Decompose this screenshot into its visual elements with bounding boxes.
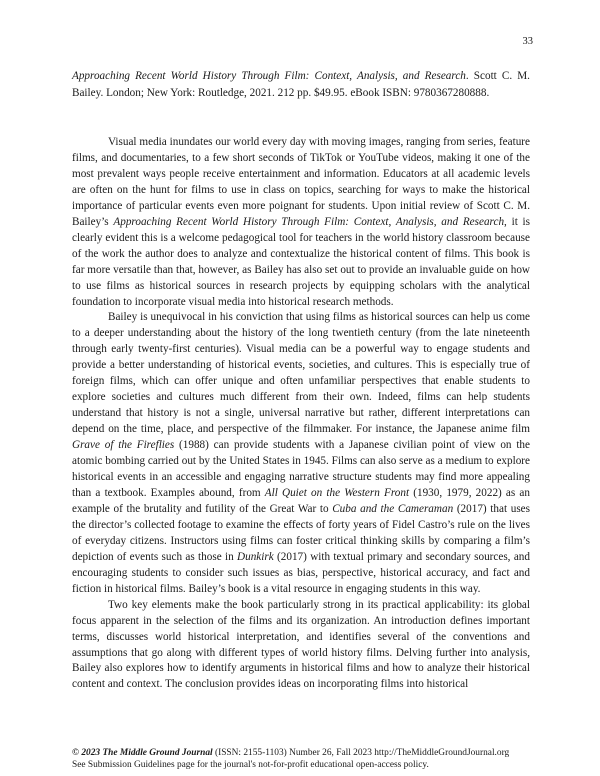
paragraph-text: Visual media inundates our world every day with moving images, ranging from series, feature films, and documentaries, to a few short seconds of TikTok or YouTube videos, making it one of the most prevalent ways people receive entertainment and information. Educators at all academic levels are often on the hunt for films to use in class on topics, searching for ways to make the historical importance of particular events even more poignant for students. Upon initial review of Scott C. M. Bailey’s [72,136,530,228]
book-citation [72,68,530,102]
paragraph-text: Bailey is unequivocal in his conviction that using films as historical sources can help us come to a deeper understanding about the history of the long twentieth century (from the late nineteenth through early twenty-first centuries). Visual media can be a powerful way to engage students and provide a better understanding of historical events, societies, and cultures. This is especially true of foreign films, which can offer unique and often unfamiliar perspectives that enable students to explore societies and cultures much different from their own. Indeed, films can help students understand that history is not a single, universal narrative but rather, different interpretations can depend on the time, place, and perspective of the filmmaker. For instance, the Japanese anime film [72,311,530,436]
paragraph-2 [72,310,530,597]
film-title: Grave of the Fireflies [72,439,175,452]
citation-details: . Scott C. M. Bailey. London; New York: Routledge, 2021. 212 pp. $49.95. eBook ISBN: 9780367280888. [72,70,530,99]
journal-copyright: © 2023 The Middle Ground Journal [72,748,213,758]
paragraph-text: (2017) that uses the director’s collected footage to examine the effects of forty years of Fidel Castro’s rule on the lives of everyday citizens. Instructors using films can foster critical thinking skills by comparing a film’s depiction of events such as those in [72,502,531,563]
paragraph-3 [72,598,530,694]
film-title: All Quiet on the Western Front [264,486,410,499]
page-footer [72,747,542,771]
paragraph-text: Two key elements make the book particularly strong in its practical applicability: its global focus apparent in the selection of the films and its organization. An introduction defines important terms, discusses world historical interpretation, and identifies several of the conventions and assumptions that go along with different types of world history films. Delving further into analysis, Bailey also explores how to identify arguments in historical films and how to analyze their historical content and context. The conclusion provides ideas on incorporating films into historical [72,598,530,691]
paragraph-text: , it is clearly evident this is a welcome pedagogical tool for teachers in the world history classroom because of the work the author does to analyze and contextualize the historical content of films. This book is far more versatile than that, however, as Bailey has also set out to provide an invaluable guide on how to use films as historical sources in research projects by equipping scholars with the analytical foundation to incorporate visual media into historical research methods. [72,215,530,308]
footer-line-1 [72,747,542,759]
book-title: Approaching Recent World History Through Film: Context, Analysis, and Research [72,70,466,82]
paragraph-1 [72,135,530,310]
book-title-inline: Approaching Recent World History Through Film: Context, Analysis, and Research [113,215,505,228]
review-body [72,135,530,693]
page-number: 33 [522,36,533,47]
paragraph-text: (1930, 1979, 2022) as an example of the brutality and futility of the Great War to [72,486,530,515]
film-title: Dunkirk [237,550,274,563]
paragraph-text: (2017) with textual primary and secondary sources, and encouraging students to consider such issues as bias, perspective, historical accuracy, and fact and fiction in historical films. Bailey’s book is a vital resource in engaging students in this way. [72,550,530,595]
film-title: Cuba and the Cameraman [332,502,454,515]
journal-details: (ISSN: 2155-1103) Number 26, Fall 2023 http://TheMiddleGroundJournal.org [212,748,510,758]
footer-line-2: See Submission Guidelines page for the journal's not-for-profit educational open-access policy. [72,760,429,770]
paragraph-text: (1988) can provide students with a Japanese civilian point of view on the atomic bombing carried out by the United States in 1945. Films can also serve as a medium to explore historical events in an accessible and engaging narrative structure students may find more appealing than a textbook. Examples abound, from [72,439,530,499]
